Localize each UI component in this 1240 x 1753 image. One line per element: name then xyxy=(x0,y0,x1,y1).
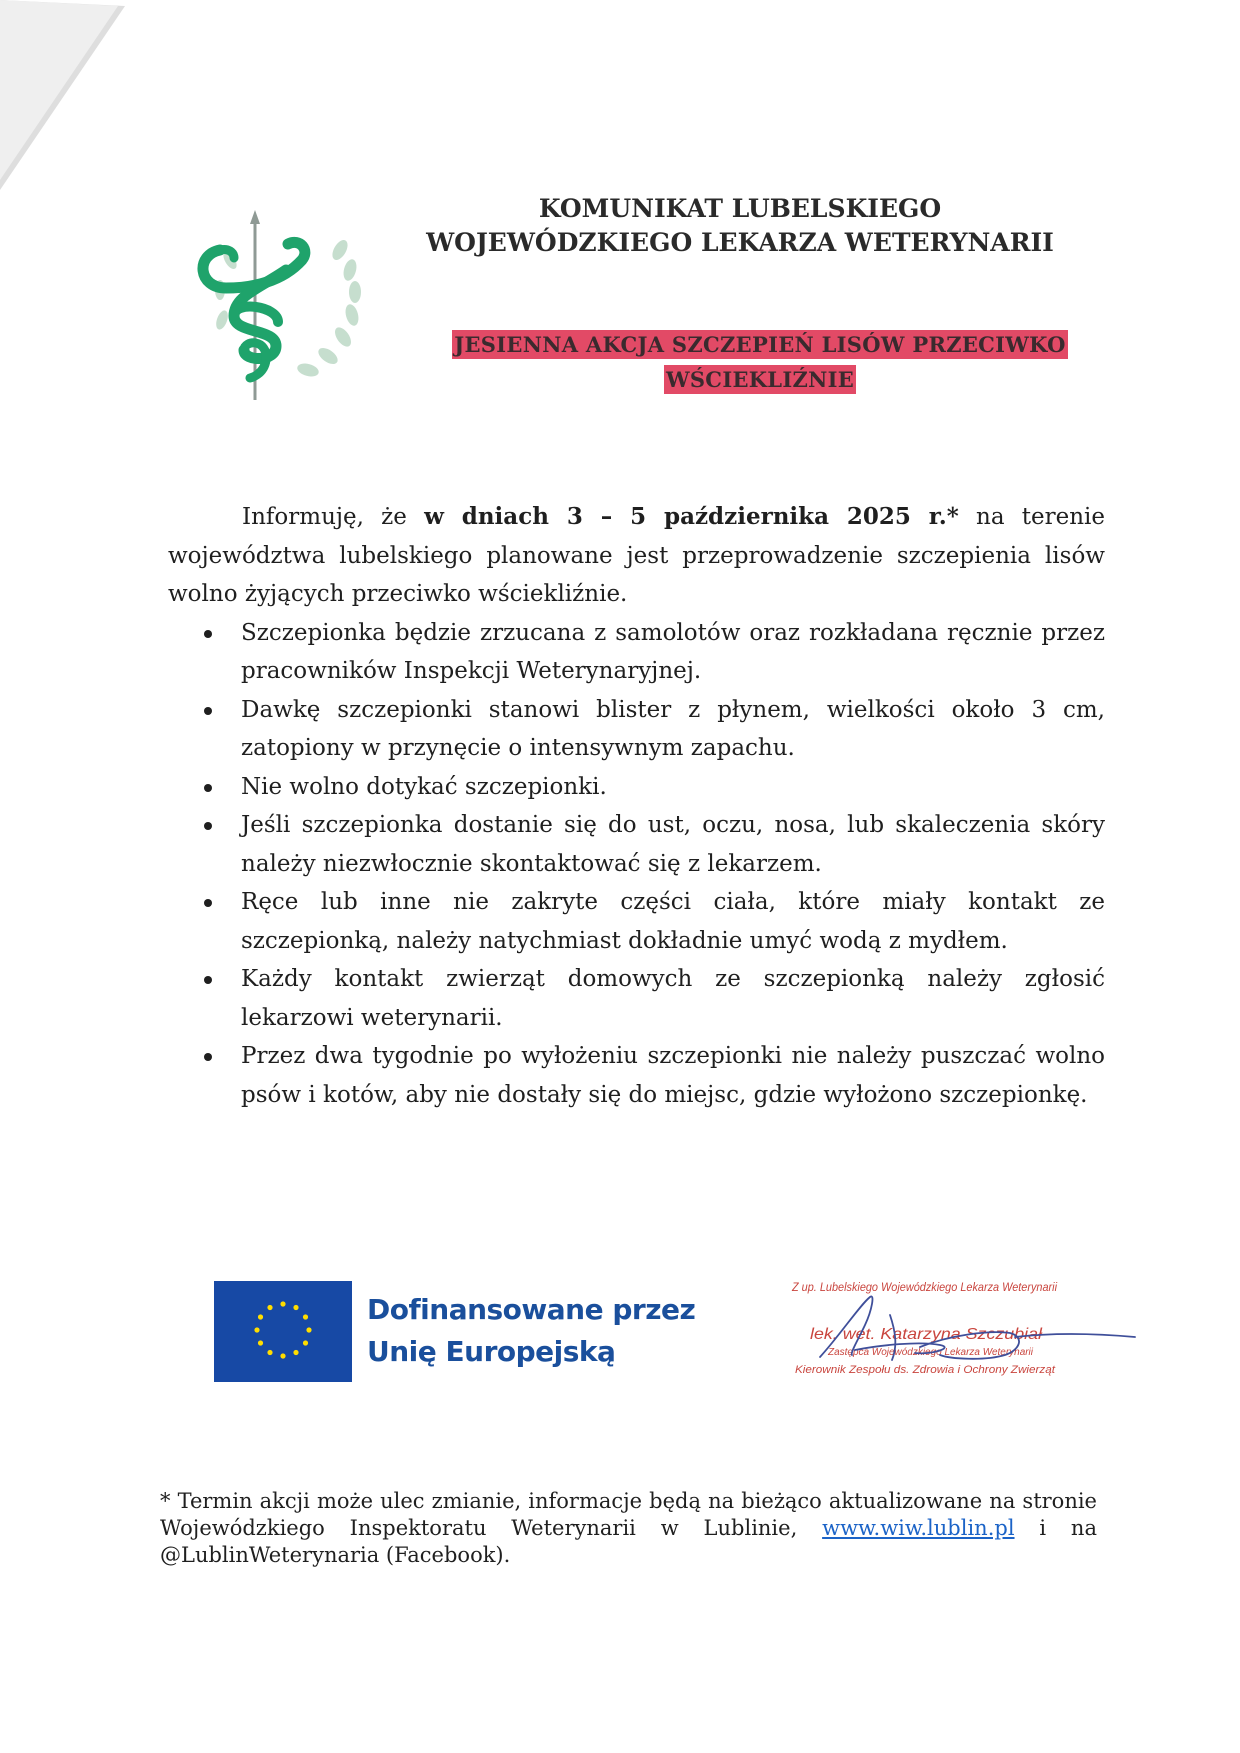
bullet-icon xyxy=(204,822,212,830)
subtitle-line-1: JESIENNA AKCJA SZCZEPIEŃ LISÓW PRZECIWKO xyxy=(454,332,1066,357)
eu-funding-logo xyxy=(214,1281,696,1382)
bullet-icon xyxy=(204,976,212,984)
footnote-after-link: i na @LublinWeterynaria (Facebook). xyxy=(160,1516,1097,1567)
scan-corner-artifact xyxy=(0,0,130,190)
intro-dates: w dniach 3 – 5 października 2025 r.* xyxy=(424,503,959,530)
title-line-2: WOJEWÓDZKIEGO LEKARZA WETERYNARII xyxy=(426,228,1054,257)
page-subtitle xyxy=(405,327,1115,397)
list-item: Przez dwa tygodnie po wyłożeniu szczepionki nie należy puszczać wolno psów i kotów, aby nie dostały się do miejsc, gdzie wyłożono szczepionkę. xyxy=(241,1037,1105,1114)
title-line-1: KOMUNIKAT LUBELSKIEGO xyxy=(538,194,942,223)
stamp-line-2: lek. wet. Katarzyna Szczubiał xyxy=(810,1326,1043,1343)
intro-rest: na terenie województwa lubelskiego planowane jest przeprowadzenie szczepienia lisów wolno żyjących przeciwko wściekliźnie. xyxy=(168,504,1106,607)
footnote-text: * Termin akcji może ulec zmianie, informacje będą na bieżąco aktualizowane na stronie Wojewódzkiego Inspektoratu Weterynarii w Lublinie, xyxy=(160,1489,1097,1540)
subtitle-line-2: WŚCIEKLIŹNIE xyxy=(665,367,855,392)
list-item: Ręce lub inne nie zakryte części ciała, które miały kontakt ze szczepionką, należy natychmiast dokładnie umyć wodą z mydłem. xyxy=(241,883,1105,960)
list-item: Każdy kontakt zwierząt domowych ze szczepionką należy zgłosić lekarzowi weterynarii. xyxy=(241,960,1105,1037)
footnote xyxy=(160,1488,1097,1569)
eu-line-2: Unię Europejską xyxy=(367,1335,616,1368)
veterinary-caduceus-logo xyxy=(190,210,380,400)
announcement-body xyxy=(168,498,1105,1114)
page-title xyxy=(400,192,1080,260)
instruction-list xyxy=(168,614,1105,1115)
eu-funding-text xyxy=(367,1289,697,1373)
bullet-icon xyxy=(204,784,212,792)
intro-lead: Informuję, że xyxy=(242,504,425,530)
eu-line-1: Dofinansowane przez xyxy=(367,1293,696,1326)
bullet-icon xyxy=(204,1053,212,1061)
intro-paragraph xyxy=(168,498,1105,614)
list-item: Nie wolno dotykać szczepionki. xyxy=(241,768,1105,807)
wiw-website-link[interactable]: www.wiw.lublin.pl xyxy=(822,1516,1015,1540)
list-item: Jeśli szczepionka dostanie się do ust, oczu, nosa, lub skaleczenia skóry należy niezwłocznie skontaktować się z lekarzem. xyxy=(241,806,1105,883)
stamp-line-1: Z up. Lubelskiego Wojewódzkiego Lekarza Weterynarii xyxy=(791,1280,1058,1294)
signature-stamp xyxy=(780,1275,1140,1395)
stamp-line-3: Zastępca Wojewódzkiego Lekarza Weterynarii xyxy=(827,1347,1034,1358)
eu-flag-icon xyxy=(214,1281,352,1382)
bullet-icon xyxy=(204,899,212,907)
list-item: Szczepionka będzie zrzucana z samolotów oraz rozkładana ręcznie przez pracowników Inspekcji Weterynaryjnej. xyxy=(241,614,1105,691)
list-item: Dawkę szczepionki stanowi blister z płynem, wielkości około 3 cm, zatopiony w przynęcie o intensywnym zapachu. xyxy=(241,691,1105,768)
bullet-icon xyxy=(204,707,212,715)
bullet-icon xyxy=(204,630,212,638)
stamp-line-4: Kierownik Zespołu ds. Zdrowia i Ochrony Zwierząt xyxy=(795,1364,1057,1376)
